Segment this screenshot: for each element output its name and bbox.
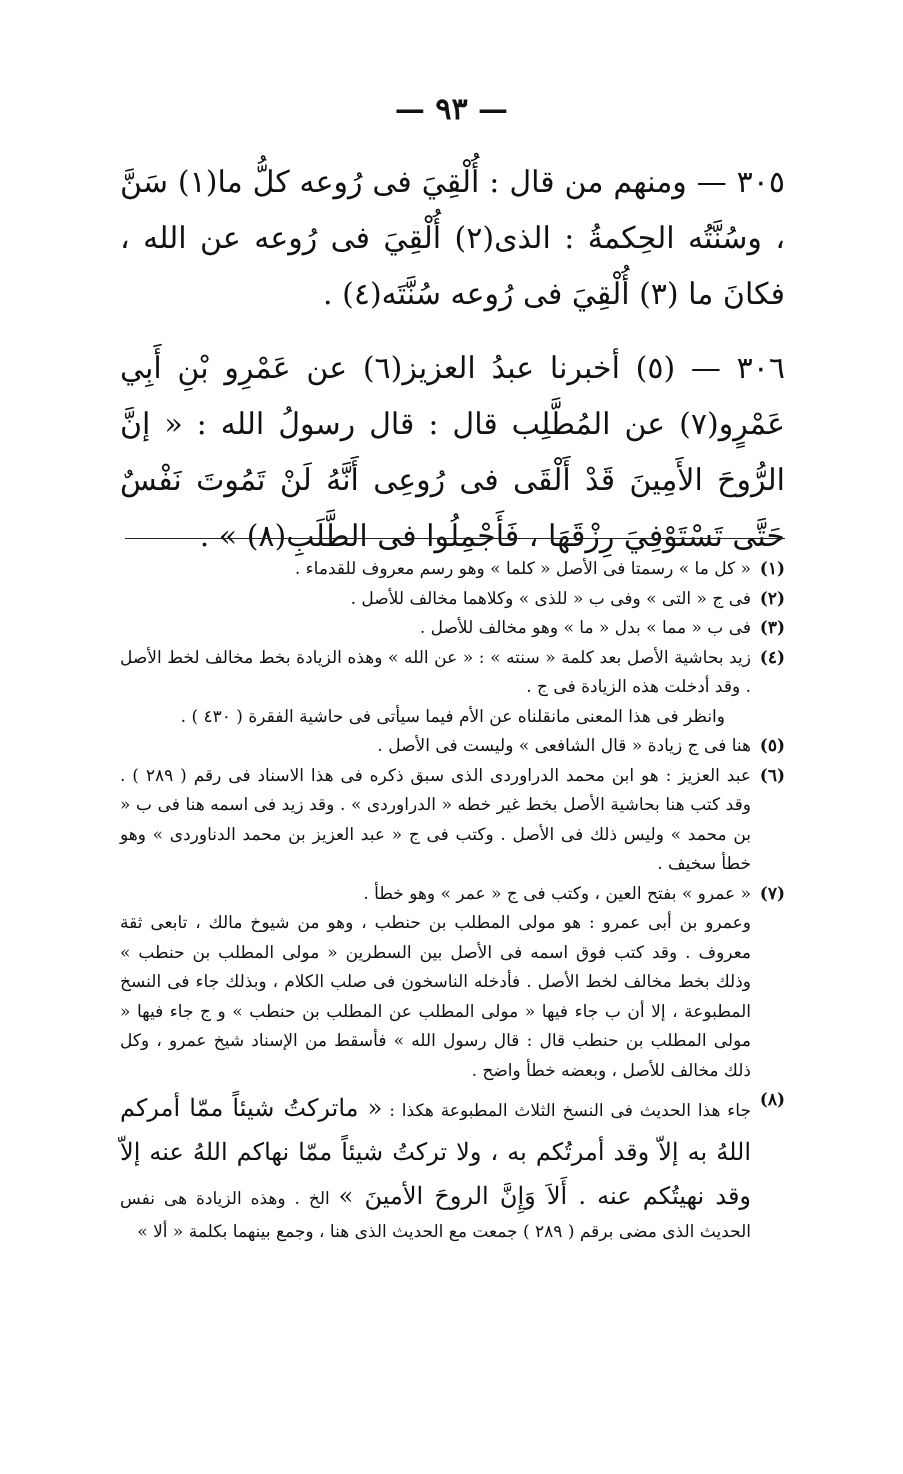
- footnote-8-quote: « ماتركتُ شيئاً ممّا أمركم اللهُ به إلاّ وقد أمرتُكم به ، ولا تركتُ شيئاً ممّا نهاكم اللهُ عنه إلاّ وقد نهيتُكم عنه . أَلاَ وَإِنَّ الروحَ الأمينَ »: [120, 1094, 752, 1210]
- footnote-text: هنا فى ج زيادة « قال الشافعى » وليست فى الأصل .: [377, 736, 751, 756]
- footnote-text: « كل ما » رسمتا فى الأصل « كلما » وهو رسم معروف للقدماء .: [294, 559, 751, 579]
- footnote-number: (٥): [759, 736, 785, 756]
- footnote-6: [120, 762, 785, 880]
- footnote-text: عبد العزيز : هو ابن محمد الدراوردى الذى سبق ذكره فى هذا الاسناد فى رقم ( ٢٨٩ ) . وقد كتب هنا بحاشية الأصل بخط غير خطه « الدراوردى » . وقد زيد فى اسمه هنا فى ب « بن محمد » وليس ذلك فى الأصل . وكتب فى ج « عبد العزيز بن محمد الدناوردى » وهو خطأ سخيف .: [120, 765, 752, 874]
- footnote-text: زيد بحاشية الأصل بعد كلمة « سنته » : « عن الله » وهذه الزيادة بخط مخالف لخط الأصل . وقد أدخلت هذه الزيادة فى ج .: [120, 647, 751, 697]
- footnote-4: [120, 644, 785, 703]
- footnote-number: (٦): [759, 765, 785, 786]
- footnote-text: وانظر فى هذا المعنى مانقلناه عن الأم فيما سيأتى فى حاشية الفقرة ( ٤٣٠ ) .: [180, 706, 725, 727]
- page-number: — ٩٣ —: [394, 92, 509, 127]
- paragraph-305: ٣٠٥ — ومنهم من قال : أُلْقِيَ فى رُوعه كلُّ ما(١) سَنَّ ، وسُنَّتُه الحِكمةُ : الذى(٢) أُلْقِيَ فى رُوعه عن الله ، فكانَ ما (٣) أُلْقِيَ فى رُوعه سُنَّتَه(٤) .: [120, 165, 786, 312]
- footnote-text: [120, 1086, 751, 1248]
- footnote-3: [120, 614, 785, 644]
- footnote-2: [120, 585, 785, 615]
- footnote-5: [120, 732, 785, 762]
- footnote-number: (٨): [759, 1090, 785, 1110]
- footnote-8-intro: جاء هذا الحديث فى النسخ الثلاث المطبوعة هكذا :: [389, 1101, 751, 1121]
- footnote-text: فى ب « مما » بدل « ما » وهو مخالف للأصل .: [419, 618, 751, 638]
- footnote-number: (٤): [759, 647, 785, 668]
- footnote-7: [120, 880, 785, 910]
- footnote-7-continued: [120, 909, 785, 1086]
- footnote-text: وعمرو بن أبى عمرو : هو مولى المطلب بن حنطب ، وهو من شيوخ مالك ، تابعى ثقة معروف . وقد كتب فوق اسمه فى الأصل بين السطرين « مولى المطلب بن حنطب » وذلك بخط مخالف لخط الأصل . فأدخله الناسخون فى صلب الكلام ، وبذلك جاء فى النسخ المطبوعة ، إلا أن ب جاء فيها « مولى المطلب عن المطلب بن حنطب » و ج جاء فيها « مولى المطلب بن حنطب قال : قال رسول الله » فأسقط من الإسناد شيخ عمرو ، وكل ذلك مخالف للأصل ، وبعضه خطأ واضح .: [120, 913, 751, 1081]
- footnote-number: (١): [759, 559, 785, 579]
- footnote-4-continued: [120, 703, 785, 733]
- footnote-text: فى ج « التى » وفى ب « للذى » وكلاهما مخالف للأصل .: [350, 588, 751, 609]
- footnote-text: « عمرو » بفتح العين ، وكتب فى ج « عمر » وهو خطأ .: [363, 883, 751, 904]
- footnote-separator: [125, 538, 785, 539]
- main-text: [120, 155, 785, 583]
- footnote-number: (٧): [759, 883, 785, 904]
- footnote-number: (٣): [759, 618, 785, 638]
- paragraph-306: ٣٠٦ — (٥) أخبرنا عبدُ العزيز(٦) عن عَمْرِو بْنِ أَبِي عَمْرٍو(٧) عن المُطَّلِب قال : قال رسولُ الله : « إنَّ الرُّوحَ الأَمِينَ قَدْ أَلْقَى فى رُوعِى أَنَّهُ لَنْ تَمُوتَ نَفْسٌ حَتَّى تَسْتَوْفِيَ رِزْقَهَا ، فَأَجْمِلُوا فى الطَّلَبِ(٨) » .: [120, 351, 785, 554]
- footnote-number: (٢): [759, 588, 785, 609]
- footnote-1: [120, 555, 785, 585]
- footnote-8-tail: الخ . وهذه الزيادة هى نفس الحديث الذى مضى برقم ( ٢٨٩ ) جمعت مع الحديث الذى هنا ، وجمع بينهما بكلمة « ألا »: [120, 1189, 751, 1242]
- footnotes: [120, 555, 785, 1248]
- footnote-8: [120, 1086, 785, 1248]
